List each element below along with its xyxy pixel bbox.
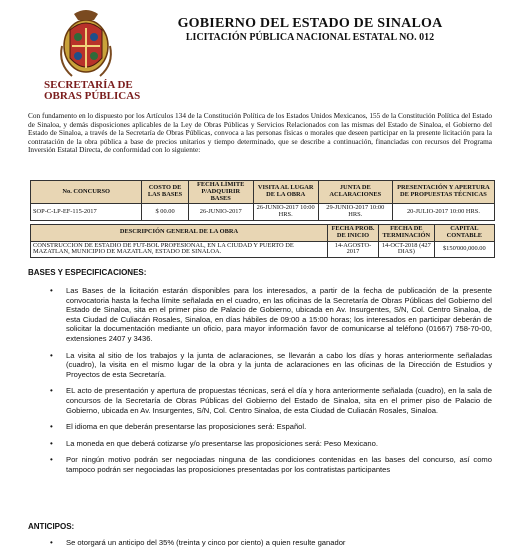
list-item: • La moneda en que deberá cotizarse y/o presentarse las proposiciones será: Peso Mexicano. [50,438,378,448]
department-name [44,80,144,102]
cell: 26-JUNIO-2017 10:00 HRS. [253,204,318,221]
header-cell: PRESENTACIÓN Y APERTURA DE PROPUESTAS TÉCNICAS [392,181,494,204]
bullet-icon: • [50,286,53,295]
list-item: • El idioma en que deberán presentarse las proposiciones será: Español. [50,422,307,432]
list-item: • La visita al sitio de los trabajos y la junta de aclaraciones, se llevarán a cabo los días y horas anteriormente señaladas (cuadro), la visita en el mismo lugar de la obra y la junta de aclaraciones en las oficinas de la Dirección de Estudios y Proyectos de esta Secretaría. [50,350,492,379]
header-cell: CAPITAL CONTABLE [434,225,494,242]
bases-heading: BASES Y ESPECIFICACIONES: [28,268,147,277]
bullet-icon: • [50,455,53,465]
cell: 29-JUNIO-2017 10:00 HRS. [318,204,392,221]
cell: 14-AGOSTO-2017 [327,241,378,258]
document-title: GOBIERNO DEL ESTADO DE SINALOA [177,16,443,31]
table-row [31,241,495,258]
header-cell: JUNTA DE ACLARACIONES [318,181,392,204]
header-cell: FECHA LÍMITE P/ADQUIRIR BASES [188,181,253,204]
cell: 14-OCT-2018 (427 DIAS) [379,241,435,258]
list-item: • EL acto de presentación y apertura de propuestas técnicas, será el día y hora anteriormente señalada (cuadro), en la sala de concursos de la Secretaría de Obras Públicas del Gobierno del Estado de Sinaloa, sita en el primer piso de Palacio de Gobierno, ubicada en Av. Insurgentes, S/N, Col. Centro Sinaloa, de esta Ciudad de Culiacán Rosales, Sinaloa. [50,386,492,415]
schedule-header-row [31,181,495,204]
header-cell: FECHA DE TERMINACIÓN [379,225,435,242]
list-item: • Por ningún motivo podrán ser negociadas ninguna de las condiciones contenidas en las bases del concurso, así como tampoco podrán ser negociadas las proposiciones presentadas por los contratistas participantes [50,455,492,474]
header-cell: COSTO DE LAS BASES [142,181,188,204]
bullet-icon: • [50,422,53,432]
bullet-icon: • [50,438,53,448]
cell: SOP-C-LP-EF-115-2017 [31,204,142,221]
bases-list [28,286,492,482]
coat-of-arms-icon [56,6,116,82]
bullet-icon: • [50,538,53,547]
works-header-row [31,225,495,242]
cell: $ 00.00 [142,204,188,221]
cell: CONSTRUCCION DE ESTADIO DE FUT-BOL PROFESIONAL, EN LA CIUDAD Y PUERTO DE MAZATLAN, MUNICIPIO DE MAZATLAN, ESTADO DE SINALOA. [31,241,328,258]
cell: $150'000,000.00 [434,241,494,258]
header-cell: DESCRIPCIÓN GENERAL DE LA OBRA [31,225,328,242]
document-subtitle: LICITACIÓN PÚBLICA NACIONAL ESTATAL NO. 012 [185,32,435,43]
list-item: • Se otorgará un anticipo del 35% (treinta y cinco por ciento) a quien resulte ganador [50,538,346,547]
works-table [30,224,495,258]
table-row [31,204,495,221]
list-item: • Las Bases de la licitación estarán disponibles para los interesados, a partir de la fecha de publicación de la presente convocatoria hasta la fecha límite señalada en el cuadro, en las oficinas de la Secretaría de Obras Públicas del Gobierno del Estado de Sinaloa, sita en el primer piso de Palacio de Gobierno, ubicada en Av. Insurgentes, S/N, Col. Centro Sinaloa, de esta Ciudad de Culiacán Rosales, Sinaloa, en días hábiles de 09:00 a 15:00 horas; los interesados en participar deberán de solicitar la documentación mediante un oficio, para mayor información favor de comunicarse al teléfono (01667) 758-70-00, extensiones 2407 y 3436. [50,286,492,343]
department-line-2: OBRAS PÚBLICAS [44,90,141,102]
anticipos-list [28,538,492,555]
header-cell: VISITA AL LUGAR DE LA OBRA [253,181,318,204]
header-cell: FECHA PROB. DE INICIO [327,225,378,242]
bullet-icon: • [50,386,53,396]
bullet-icon: • [50,350,53,360]
anticipos-heading: ANTICIPOS: [28,522,75,531]
department-line-1: SECRETARÍA DE [44,79,133,91]
cell: 20-JULIO-2017 10:00 HRS. [392,204,494,221]
intro-paragraph: Con fundamento en lo dispuesto por los Artículos 134 de la Constitución Política de los Estados Unidos Mexicanos, 155 de la Constitución Política del Estado de Sinaloa, y demás disposiciones aplicables de la Ley de Obras Públicas y Servicios Relacionados con las mismas del Estado de Sinaloa, el Gobierno del Estado de Sinaloa, a través de la Secretaría de Obras Públicas, convoca a las personas físicas o morales que deseen participar en la presente licitación para la contratación de la obra pública a base de precios unitarios y tiempo determinado, que se describe a continuación, financiadas con recursos del Programa Inversión Estatal Directa, de conformidad con lo siguiente: [28,111,492,155]
header-cell: No. CONCURSO [31,181,142,204]
schedule-table [30,180,495,221]
cell: 26-JUNIO-2017 [188,204,253,221]
